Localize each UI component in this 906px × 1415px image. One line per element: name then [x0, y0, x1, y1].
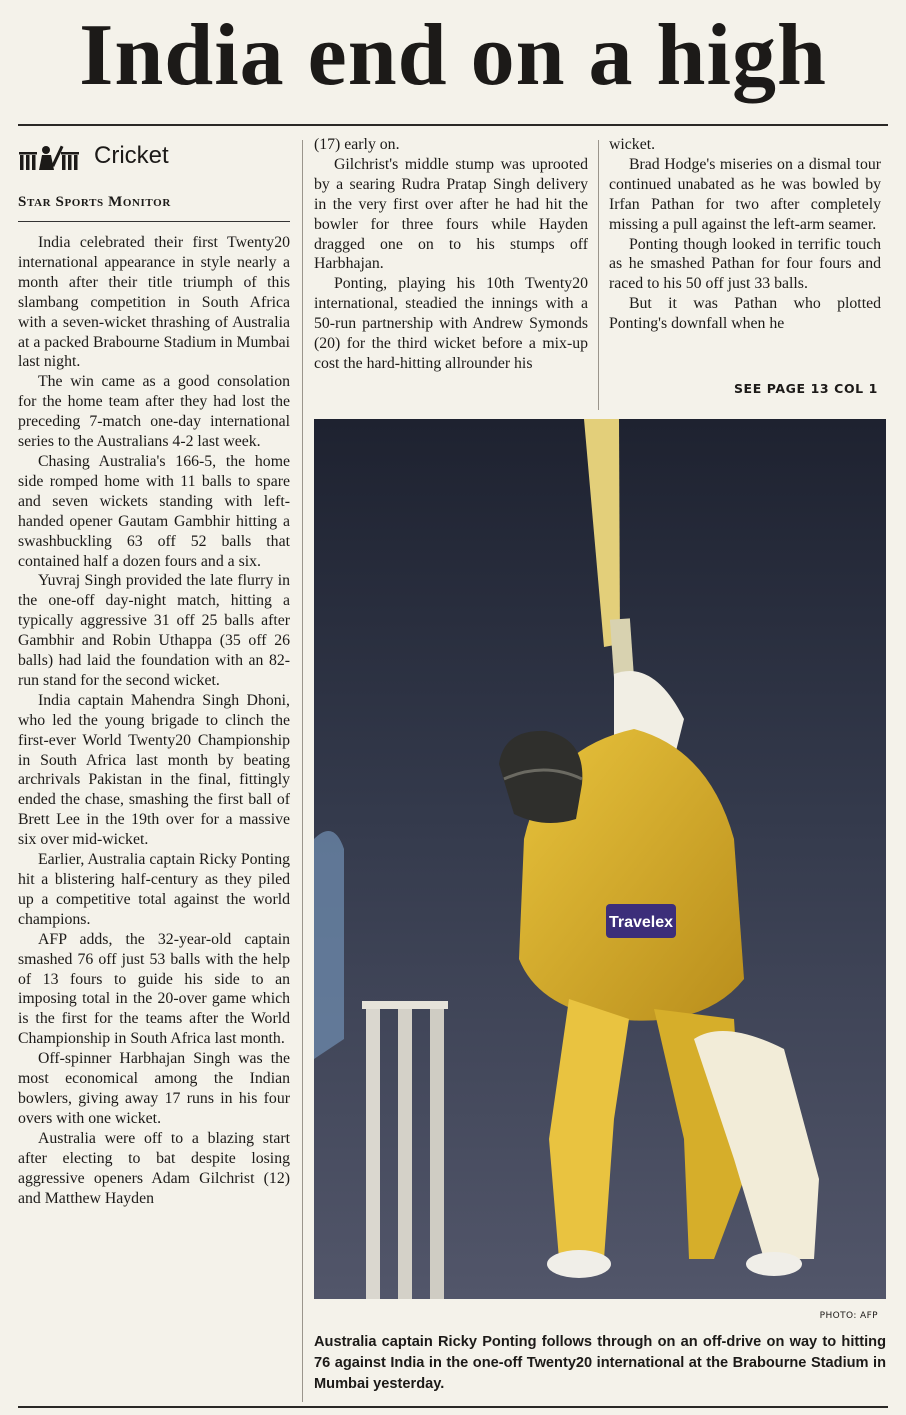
- column-separator: [598, 140, 599, 410]
- paragraph: Australia were off to a blazing start after electing to bat despite losing aggressive openers Adam Gilchrist (12) and Matthew Hayden: [18, 1129, 290, 1207]
- column-separator: [302, 140, 303, 1402]
- column-1: [18, 233, 290, 1208]
- paragraph: India captain Mahendra Singh Dhoni, who led the young brigade to clinch the first-ever World Twenty20 Championship in South Africa last month by beating archrivals Pakistan in the final, fittingly ended the chase, smashing the first ball of Brett Lee in the 19th over for a massive six over mid-wicket.: [18, 691, 290, 849]
- column-3: [609, 135, 881, 334]
- paragraph: Brad Hodge's miseries on a dismal tour continued unabated as he was bowled by Irfan Pathan for two after completely missing a pull against the left-arm seamer.: [609, 155, 881, 233]
- top-rule: [18, 124, 888, 126]
- headline: India end on a high: [79, 7, 827, 104]
- byline-rule: [18, 221, 290, 222]
- byline: Star Sports Monitor: [18, 194, 171, 210]
- bottom-rule: [18, 1406, 888, 1408]
- paragraph: The win came as a good consolation for the home team after they had lost the preceding 7-match one-day international series to the Australians 4-2 last week.: [18, 373, 290, 451]
- sponsor-logo: Travelex: [608, 914, 674, 931]
- paragraph: Yuvraj Singh provided the late flurry in the one-off day-night match, hitting a typically aggressive 31 off 25 balls after Gambhir and Robin Uthappa (35 off 26 balls) had laid the foundation with an 82-run stand for the second wicket.: [18, 572, 290, 689]
- batsman-photo: [314, 419, 886, 1299]
- stumps: [362, 1001, 448, 1299]
- news-photo: [314, 419, 886, 1299]
- paragraph: Gilchrist's middle stump was uprooted by a searing Rudra Pratap Singh delivery in the very first over after he had hit the bowler for three fours while Hayden dragged one on to his stumps off Harbhajan.: [314, 155, 588, 273]
- section-label: Cricket: [94, 142, 169, 169]
- paragraph: wicket.: [609, 136, 656, 153]
- paragraph: AFP adds, the 32-year-old captain smashed 76 off just 53 balls with the help of 13 fours to guide his side to an imposing total in the 20-over game which is the first for the teams after the World Championship in South Africa last month.: [18, 930, 290, 1048]
- paragraph: But it was Pathan who plotted Ponting's downfall when he: [609, 295, 881, 333]
- photo-credit: PHOTO: AFP: [819, 1311, 878, 1321]
- paragraph: Off-spinner Harbhajan Singh was the most economical among the Indian bowlers, giving away 17 runs in his four overs with one wicket.: [18, 1050, 290, 1127]
- continued-jump-line: SEE PAGE 13 COL 1: [733, 381, 878, 396]
- paragraph: Chasing Australia's 166-5, the home side romped home with 11 balls to spare and seven wickets standing with left-handed opener Gautam Gambhir hitting a swashbuckling 63 off 52 balls that contained half a dozen fours and a six.: [18, 452, 290, 570]
- paragraph: (17) early on.: [314, 136, 400, 153]
- paragraph: Earlier, Australia captain Ricky Ponting hit a blistering half-century as they piled up a competitive total against the world champions.: [18, 851, 290, 928]
- cricket-logo-icon: [18, 141, 88, 171]
- paragraph: Ponting though looked in terrific touch as he smashed Pathan for four fours and raced to his 50 off just 33 balls.: [609, 235, 881, 293]
- column-2: [314, 135, 588, 374]
- photo-caption: Australia captain Ricky Ponting follows through on an off-drive on way to hitting 76 against India in the one-off Twenty20 international at the Brabourne Stadium in Mumbai yesterday.: [314, 1334, 886, 1392]
- section-tag: [18, 140, 169, 172]
- paragraph: Ponting, playing his 10th Twenty20 international, steadied the innings with a 50-run partnership with Andrew Symonds (20) for the third wicket before a mix-up cost the hard-hitting allrounder his: [314, 275, 588, 372]
- paragraph: India celebrated their first Twenty20 international appearance in style nearly a month after their title triumph of this slambang competition in South Africa with a seven-wicket thrashing of Australia at a packed Brabourne Stadium in Mumbai last night.: [18, 234, 290, 371]
